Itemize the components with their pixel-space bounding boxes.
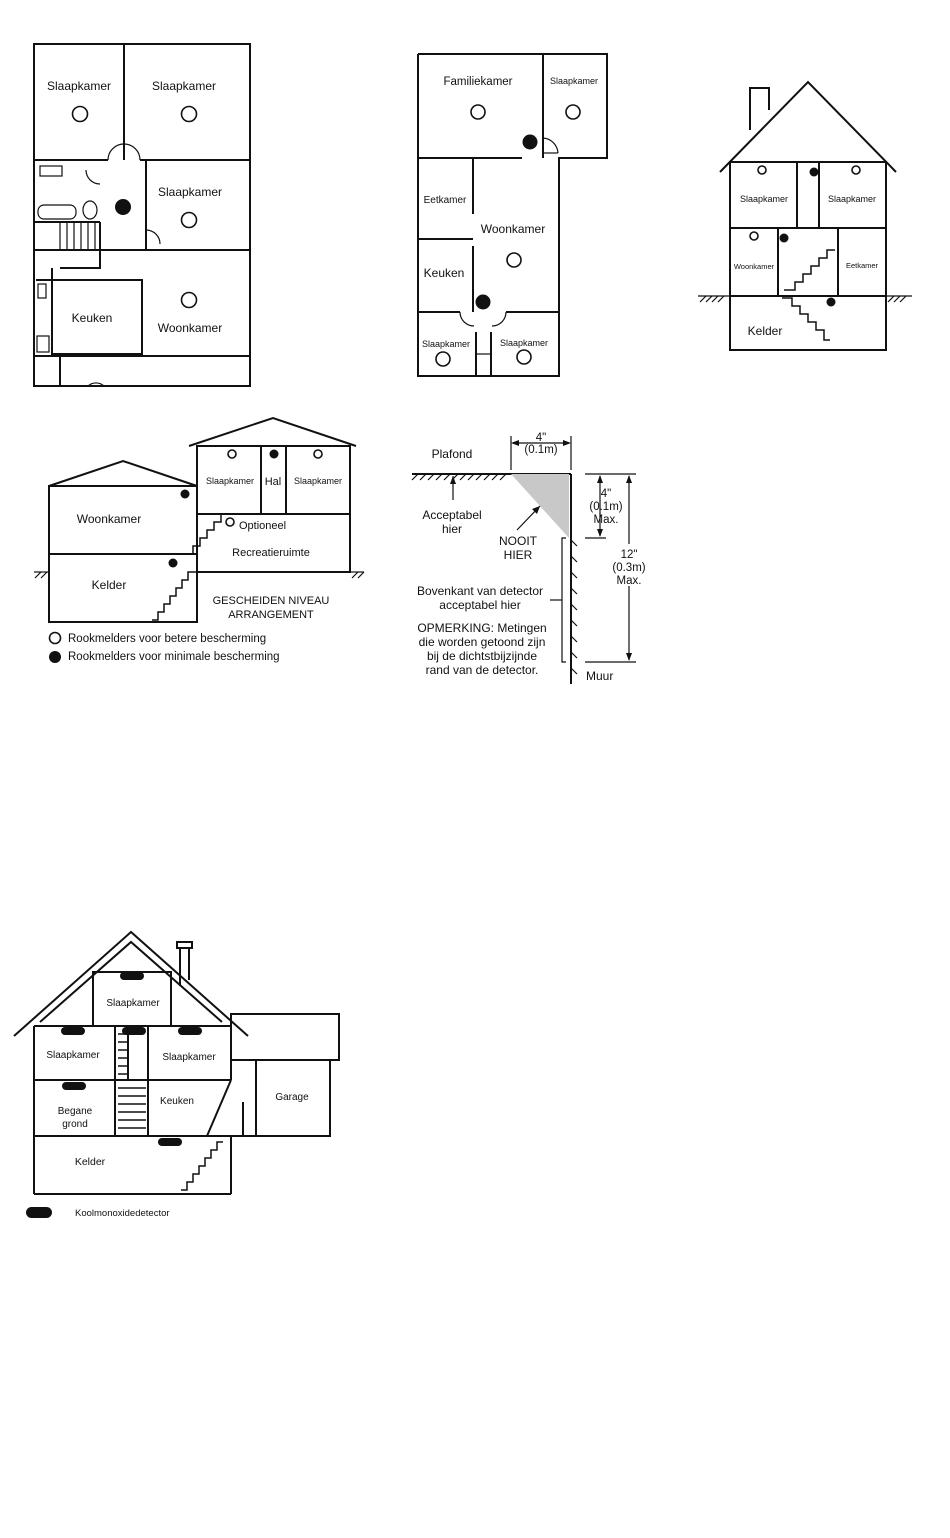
plan2-bedroom-bl-label: Slaapkamer <box>421 339 471 349</box>
better-protection-detector <box>73 107 88 122</box>
plan3-bedroom-r-label: Slaapkamer <box>827 194 877 204</box>
co-bedroom-r-label: Slaapkamer <box>162 1052 216 1063</box>
minimum-protection-detector <box>115 199 131 215</box>
co-basement-label: Kelder <box>74 1156 106 1168</box>
split-level-section-4 <box>34 418 364 622</box>
plan4-basement-label: Kelder <box>91 578 127 592</box>
note-line1: OPMERKING: Metingen <box>417 621 547 635</box>
better-protection-detector <box>182 213 197 228</box>
plan4-optional-label: Optioneel <box>239 520 287 532</box>
better-protection-detector <box>182 293 197 308</box>
plan1-living-label: Woonkamer <box>157 321 223 335</box>
plan2-dining-label: Eetkamer <box>423 195 467 206</box>
plan4-living-label: Woonkamer <box>76 512 142 526</box>
plan2-kitchen-label: Keuken <box>423 266 465 280</box>
better-protection-detector <box>226 518 234 526</box>
plan4-hall-label: Hal <box>264 476 282 488</box>
plan1-kitchen-label: Keuken <box>71 311 113 325</box>
legend-minimum-label: Rookmelders voor minimale bescherming <box>68 651 280 663</box>
width-inches-label: 4" <box>535 432 547 444</box>
width-metric-label: (0.1m) <box>524 444 558 456</box>
plan4-bedroom-r-label: Slaapkamer <box>293 476 343 486</box>
co-garage-label: Garage <box>275 1092 309 1103</box>
minimum-protection-detector <box>270 450 279 459</box>
plan4-recreation-label: Recreatieruimte <box>232 547 310 559</box>
better-protection-detector <box>507 253 521 267</box>
plan3-basement-label: Kelder <box>747 324 783 338</box>
floor-plan-2 <box>418 54 607 376</box>
drop-max-label: Max. <box>593 514 619 526</box>
minimum-protection-detector <box>169 559 178 568</box>
better-protection-detector <box>517 350 531 364</box>
range-max-label: Max. <box>616 575 642 587</box>
plan4-bedroom-l-label: Slaapkamer <box>205 476 255 486</box>
co-ground-line1: Begane <box>57 1106 93 1117</box>
co-attic-bedroom-label: Slaapkamer <box>106 998 160 1009</box>
never-here-line1: NOOIT <box>499 534 537 548</box>
co-house-section <box>14 932 339 1194</box>
better-protection-detector <box>852 166 860 174</box>
better-protection-detector <box>314 450 322 458</box>
plan3-dining-label: Eetkamer <box>845 261 879 270</box>
co-detector <box>122 1027 146 1035</box>
drop-metric-label: (0.1m) <box>589 501 623 513</box>
better-protection-detector <box>182 107 197 122</box>
co-detector <box>61 1027 85 1035</box>
plan2-bedroom-br-label: Slaapkamer <box>499 338 549 348</box>
wall-label: Muur <box>586 669 614 683</box>
co-kitchen-label: Keuken <box>160 1096 194 1107</box>
plan2-family-label: Familiekamer <box>443 76 513 88</box>
better-protection-detector <box>436 352 450 366</box>
better-protection-detector <box>228 450 236 458</box>
co-bedroom-l-label: Slaapkamer <box>46 1050 100 1061</box>
legend-better-label: Rookmelders voor betere bescherming <box>68 633 267 645</box>
acceptable-here-line2: hier <box>441 522 463 536</box>
ceiling-label: Plafond <box>431 447 473 461</box>
co-ground-line2: grond <box>62 1119 88 1130</box>
better-protection-detector <box>566 105 580 119</box>
co-legend-label: Koolmonoxidedetector <box>75 1208 170 1219</box>
minimum-protection-detector <box>523 135 538 150</box>
drop-inches-label: 4" <box>600 488 612 500</box>
better-protection-detector <box>750 232 758 240</box>
open-circle-icon <box>50 633 61 644</box>
better-protection-detector <box>471 105 485 119</box>
smoke-legend <box>49 633 280 664</box>
co-detector <box>62 1082 86 1090</box>
minimum-protection-detector <box>181 490 190 499</box>
note-line3: bij de dichtstbijzijnde <box>426 649 538 663</box>
range-inches-label: 12" <box>620 549 638 561</box>
top-of-detector-line2: acceptabel hier <box>439 598 521 612</box>
co-detector-icon <box>26 1207 52 1218</box>
minimum-protection-detector <box>827 298 836 307</box>
range-metric-label: (0.3m) <box>612 562 646 574</box>
minimum-protection-detector <box>810 168 819 177</box>
floor-plan-1 <box>34 44 250 386</box>
co-detector <box>120 972 144 980</box>
plan1-bedroom-b-label: Slaapkamer <box>151 79 217 93</box>
never-here-line2: HIER <box>503 548 533 562</box>
house-section-3 <box>698 82 912 350</box>
split-level-caption-line2: ARRANGEMENT <box>228 609 314 621</box>
top-of-detector-line1: Bovenkant van detector <box>416 584 544 598</box>
filled-circle-icon <box>49 651 61 663</box>
co-detector <box>178 1027 202 1035</box>
plan1-bedroom-c-label: Slaapkamer <box>157 185 223 199</box>
better-protection-detector <box>758 166 766 174</box>
co-detector <box>158 1138 182 1146</box>
plan2-bedroom-top-label: Slaapkamer <box>549 76 599 86</box>
plan3-living-label: Woonkamer <box>733 262 775 271</box>
note-line2: die worden getoond zijn <box>418 635 546 649</box>
acceptable-here-line1: Acceptabel <box>422 508 482 522</box>
plan3-bedroom-l-label: Slaapkamer <box>739 194 789 204</box>
split-level-caption-line1: GESCHEIDEN NIVEAU <box>212 595 330 607</box>
co-legend <box>26 1207 170 1219</box>
minimum-protection-detector <box>476 295 491 310</box>
minimum-protection-detector <box>780 234 789 243</box>
plan1-bedroom-a-label: Slaapkamer <box>46 79 112 93</box>
mounting-detail <box>412 432 646 684</box>
plan2-living-label: Woonkamer <box>480 222 546 236</box>
note-line4: rand van de detector. <box>425 663 539 677</box>
